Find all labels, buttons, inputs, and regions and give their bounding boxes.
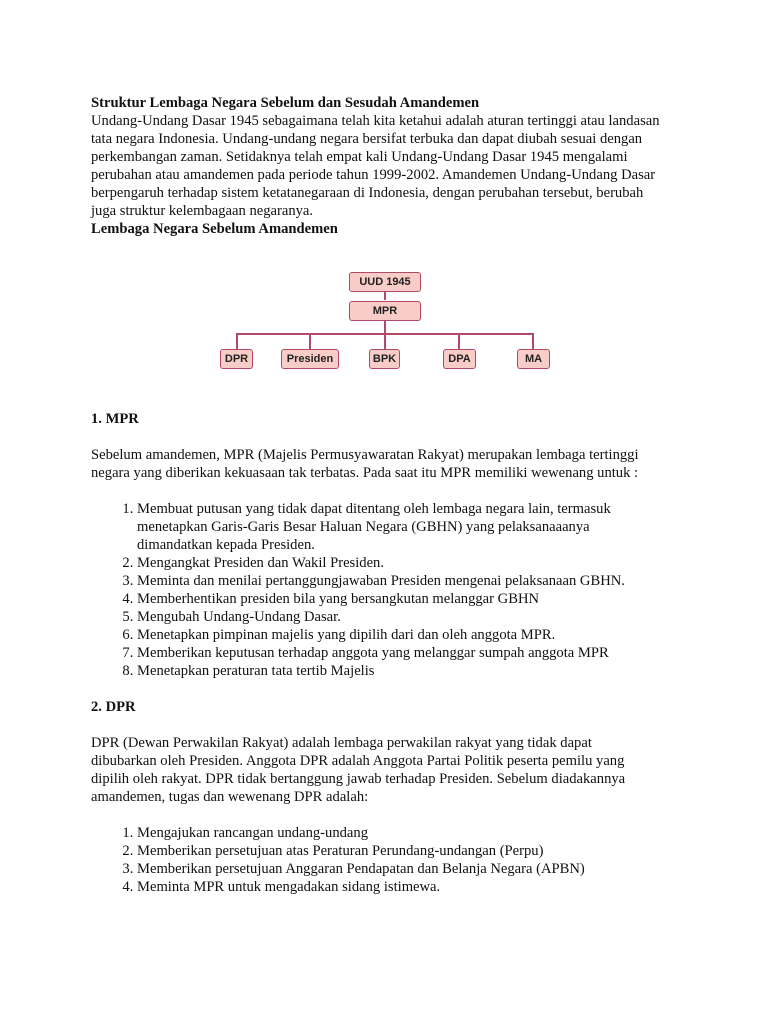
section-text-dpr: DPR (Dewan Perwakilan Rakyat) adalah lembaga perwakilan rakyat yang tidak dapat dibubarkan oleh Presiden. Anggota DPR adalah Anggota Partai Politik peserta pemilu yang dipilih oleh rakyat. DPR tidak bertanggung jawab terhadap Presiden. Sebelum diadakannya amandemen, tugas dan wewenang DPR adalah: [91, 735, 626, 805]
document-page [91, 94, 691, 896]
connector-root-mpr [384, 292, 386, 300]
org-chart-diagram [91, 252, 691, 402]
document-title: Struktur Lembaga Negara Sebelum dan Sesudah Amandemen [91, 95, 480, 111]
mpr-authority-list [91, 500, 691, 680]
intro-paragraph: Undang-Undang Dasar 1945 sebagaimana telah kita ketahui adalah aturan tertinggi atau landasan tata negara Indonesia. Undang-undang negara bersifat terbuka dan dapat diubah sesuai dengan perkembangan zaman. Setidaknya telah empat kali Undang-Undang Dasar 1945 mengalami perubahan atau amandemen pada periode tahun 1999-2002. Amandemen Undang-Undang Dasar berpengaruh terhadap sistem ketatanegaraan di Indonesia, dengan perubahan tersebut, berubah juga struktur kelembagaan negaranya. [91, 113, 660, 219]
connector-dpr [236, 333, 238, 349]
list-item: 1. Mengajukan rancangan undang-undang [137, 824, 691, 842]
connector-presiden [309, 333, 311, 349]
list-item: 4. Memberhentikan presiden bila yang bersangkutan melanggar GBHN [137, 590, 691, 608]
node-mpr: MPR [349, 301, 421, 321]
list-item: 7. Memberikan keputusan terhadap anggota yang melanggar sumpah anggota MPR [137, 644, 691, 662]
list-item: 1. Membuat putusan yang tidak dapat ditentang oleh lembaga negara lain, termasuk menetapkan Garis-Garis Besar Haluan Negara (GBHN) yang pelaksanaaanya dimandatkan kepada Presiden. [137, 500, 652, 554]
list-item: 2. Memberikan persetujuan atas Peraturan Perundang-undangan (Perpu) [137, 842, 691, 860]
list-item: 5. Mengubah Undang-Undang Dasar. [137, 608, 691, 626]
section-heading-mpr: 1. MPR [91, 411, 139, 427]
diagram-heading: Lembaga Negara Sebelum Amandemen [91, 221, 338, 237]
connector-ma [532, 333, 534, 349]
connector-bpk [384, 333, 386, 349]
section-heading-dpr: 2. DPR [91, 699, 136, 715]
node-uud-1945: UUD 1945 [349, 272, 421, 292]
connector-mpr-down [384, 321, 386, 333]
node-bpk: BPK [369, 349, 400, 369]
node-dpa: DPA [443, 349, 476, 369]
list-item: 8. Menetapkan peraturan tata tertib Majelis [137, 662, 691, 680]
connector-dpa [458, 333, 460, 349]
dpr-authority-list [91, 824, 691, 896]
list-item: 4. Meminta MPR untuk mengadakan sidang istimewa. [137, 878, 691, 896]
list-item: 6. Menetapkan pimpinan majelis yang dipilih dari dan oleh anggota MPR. [137, 626, 691, 644]
node-presiden: Presiden [281, 349, 339, 369]
list-item: 2. Mengangkat Presiden dan Wakil Presiden. [137, 554, 691, 572]
section-text-mpr: Sebelum amandemen, MPR (Majelis Permusyawaratan Rakyat) merupakan lembaga tertinggi negara yang diberikan kekuasaan tak terbatas. Pada saat itu MPR memiliki wewenang untuk : [91, 447, 639, 481]
node-ma: MA [517, 349, 550, 369]
list-item: 3. Meminta dan menilai pertanggungjawaban Presiden mengenai pelaksanaan GBHN. [137, 572, 691, 590]
list-item: 3. Memberikan persetujuan Anggaran Pendapatan dan Belanja Negara (APBN) [137, 860, 691, 878]
node-dpr: DPR [220, 349, 253, 369]
